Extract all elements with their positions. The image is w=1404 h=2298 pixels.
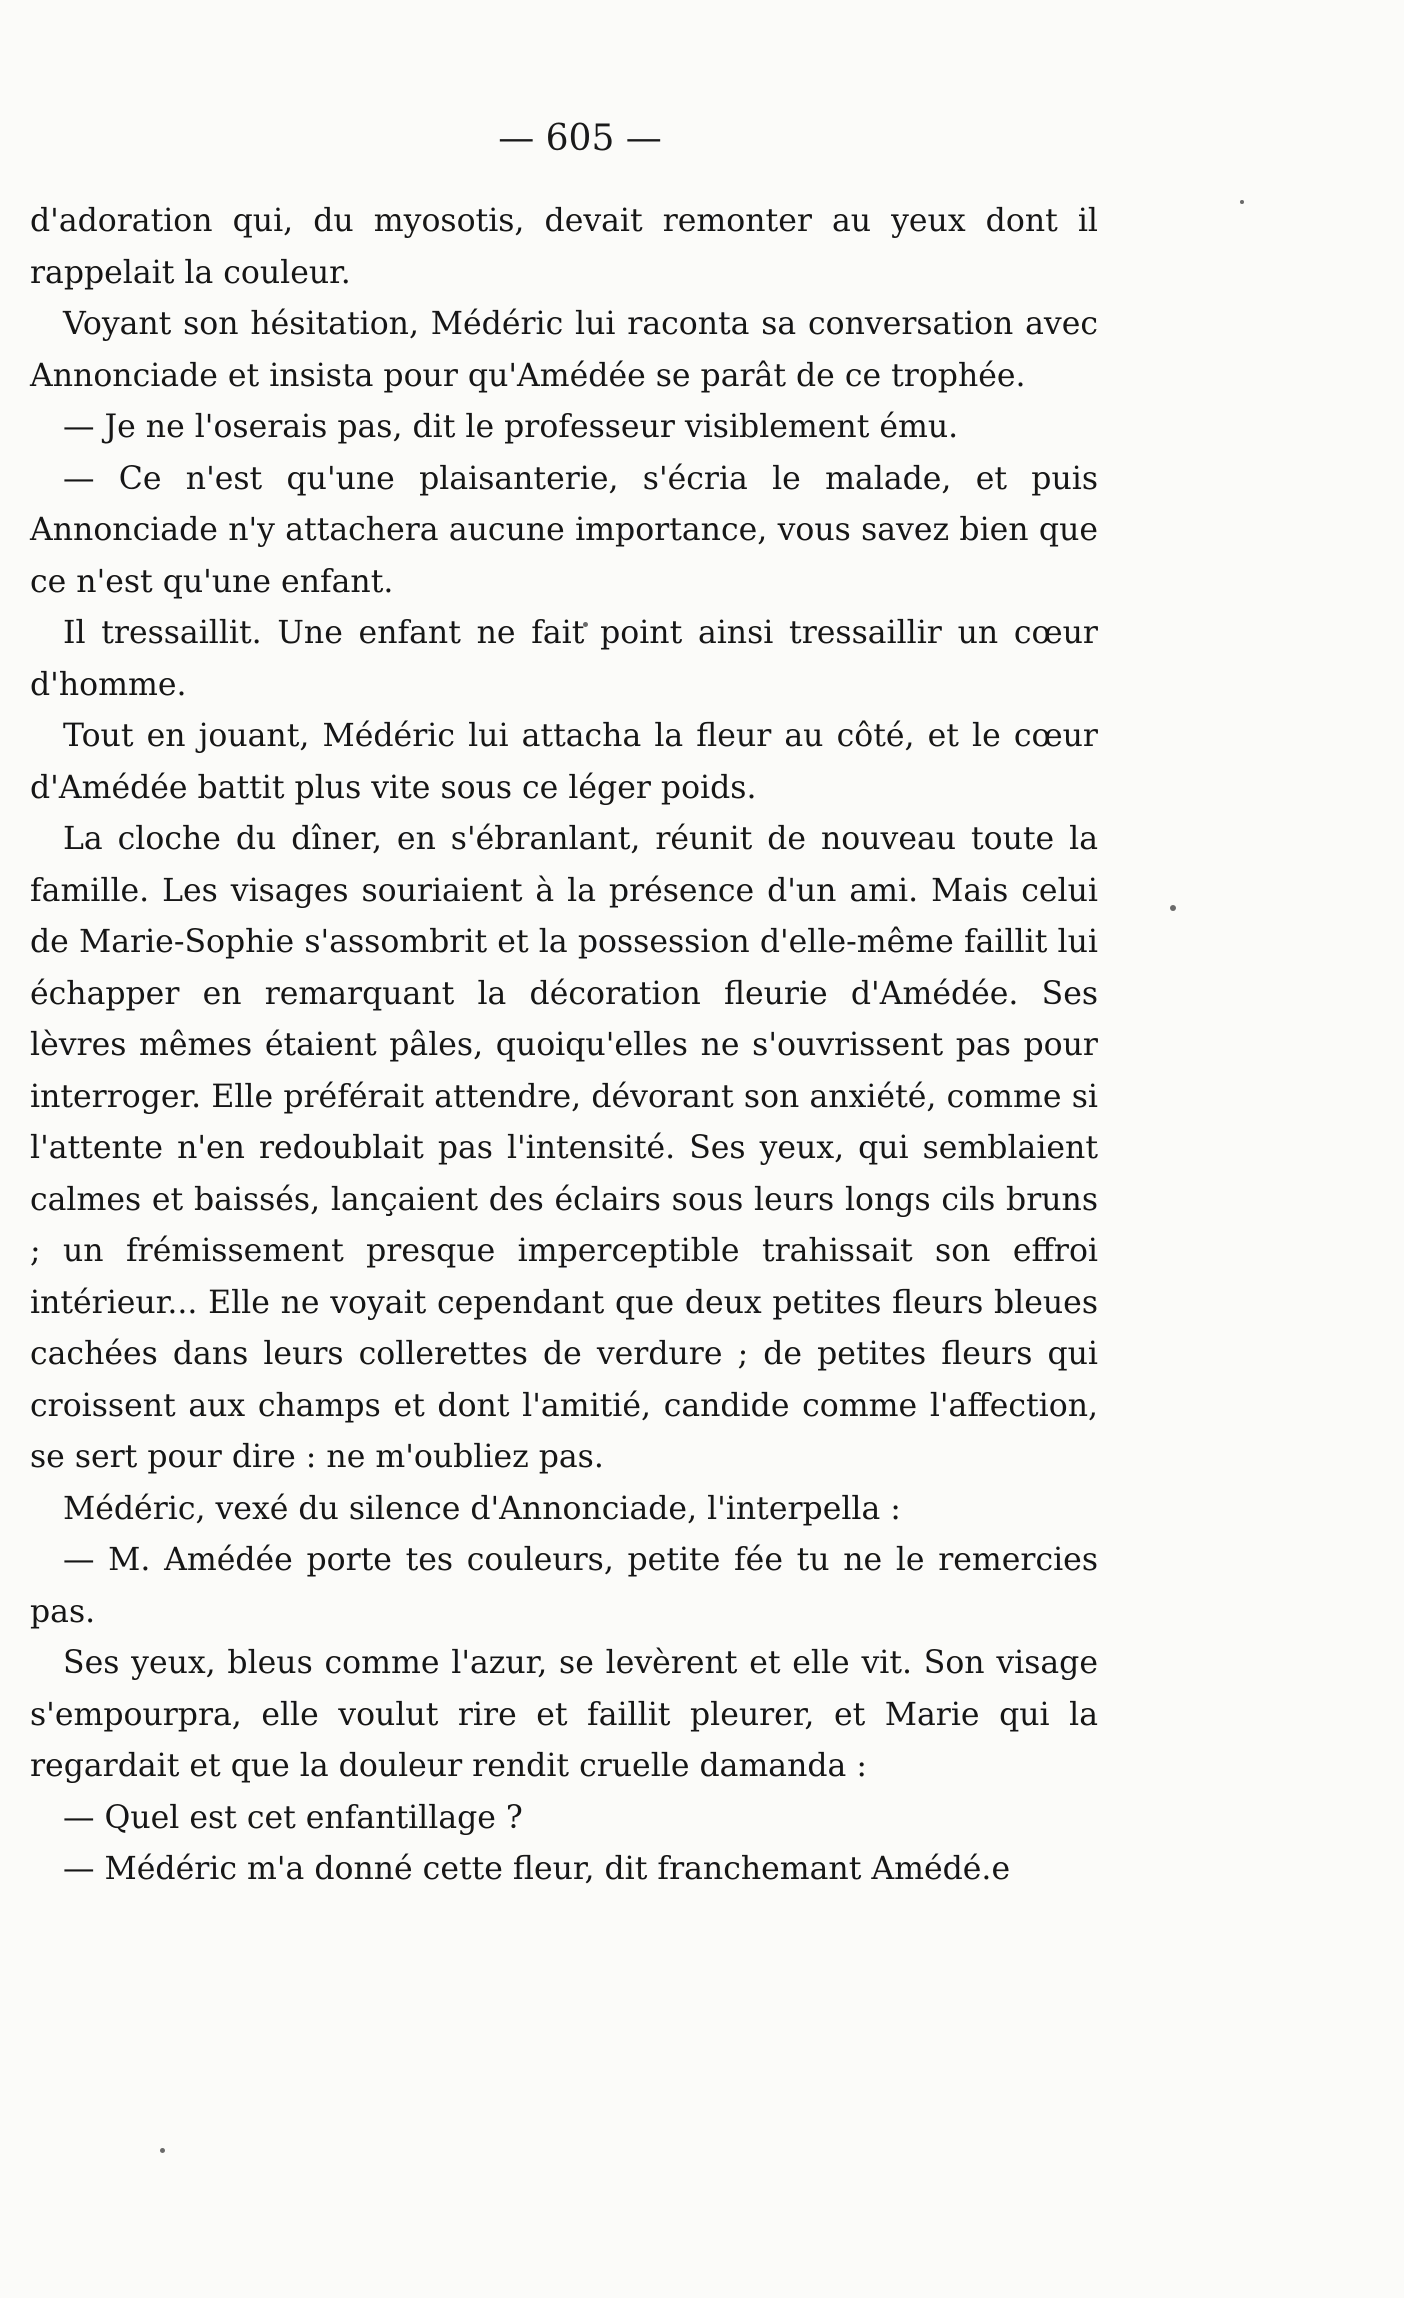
ink-speck — [160, 2148, 165, 2153]
paragraph: d'adoration qui, du myosotis, devait remonter au yeux dont il rappelait la couleur. — [30, 203, 1098, 291]
page-number: — 605 — — [498, 118, 662, 159]
paragraph: — Quel est cet enfantillage ? — [63, 1799, 523, 1836]
paragraph: Ses yeux, bleus comme l'azur, se levèrent et elle vit. Son visage s'empourpra, elle voulut rire et faillit pleurer, et Marie qui la regardait et que la douleur rendit cruelle damanda : — [30, 1645, 1098, 1784]
ink-speck — [1240, 200, 1244, 204]
paragraph: — Médéric m'a donné cette fleur, dit franchemant Amédé.e — [63, 1851, 1011, 1887]
paragraph: Il tressaillit. Une enfant ne fait point ainsi tressaillir un cœur d'homme. — [30, 615, 1098, 703]
paragraph: — Ce n'est qu'une plaisanterie, s'écria le malade, et puis Annonciade n'y attachera aucune importance, vous savez bien que ce n'est qu'une enfant. — [30, 460, 1098, 600]
paragraph: — Je ne l'oserais pas, dit le professeur visiblement ému. — [63, 409, 959, 445]
paragraph: — M. Amédée porte tes couleurs, petite fée tu ne le remercies pas. — [30, 1542, 1098, 1630]
page-body — [30, 196, 1098, 1896]
paragraph: Médéric, vexé du silence d'Annonciade, l'interpella : — [63, 1490, 901, 1527]
paragraph: La cloche du dîner, en s'ébranlant, réunit de nouveau toute la famille. Les visages souriaient à la présence d'un ami. Mais celui de Marie-Sophie s'assombrit et la possession d'elle-même faillit lui échapper en remarquant la décoration fleurie d'Amédée. Ses lèvres mêmes étaient pâles, quoiqu'elles ne s'ouvrissent pas pour interroger. Elle préférait attendre, dévorant son anxiété, comme si l'attente n'en redoublait pas l'intensité. Ses yeux, qui semblaient calmes et baissés, lançaient des éclairs sous leurs longs cils bruns ; un frémissement presque imperceptible trahissait son effroi intérieur... Elle ne voyait cependant que deux petites fleurs bleues cachées dans leurs collerettes de verdure ; de petites fleurs qui croissent aux champs et dont l'amitié, candide comme l'affection, se sert pour dire : ne m'oubliez pas. — [30, 821, 1098, 1475]
ink-speck — [1170, 905, 1176, 911]
paragraph: Tout en jouant, Médéric lui attacha la fleur au côté, et le cœur d'Amédée battit plus vite sous ce léger poids. — [30, 718, 1098, 806]
paragraph: Voyant son hésitation, Médéric lui raconta sa conversation avec Annonciade et insista pour qu'Amédée se parât de ce trophée. — [30, 306, 1098, 394]
